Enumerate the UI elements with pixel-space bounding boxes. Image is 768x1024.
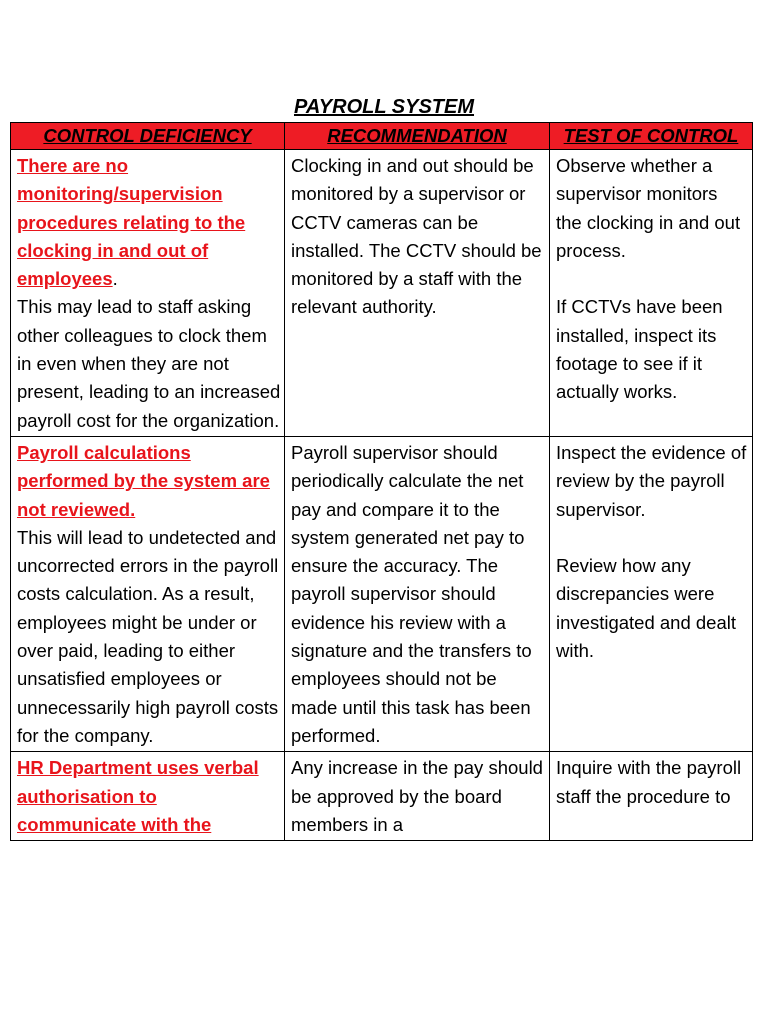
table-row	[11, 150, 753, 437]
page-title: PAYROLL SYSTEM	[293, 96, 475, 118]
recommendation-cell	[285, 752, 550, 841]
test-of-control-cell	[550, 150, 753, 437]
payroll-control-table	[10, 122, 753, 841]
paragraph-gap	[556, 524, 747, 552]
test-text-2: If CCTVs have been installed, inspect its footage to see if it actually works.	[556, 296, 723, 403]
deficiency-cell	[11, 436, 285, 751]
header-test-of-control: TEST OF CONTROL	[550, 123, 753, 150]
test-of-control-cell	[550, 436, 753, 751]
table-header-row	[11, 123, 753, 150]
deficiency-heading: HR Department uses verbal authorisation to communicate with the	[17, 757, 259, 835]
test-text-1: Inquire with the payroll staff the procedure to	[556, 757, 742, 807]
table-row	[11, 436, 753, 751]
deficiency-heading: There are no monitoring/supervision procedures relating to the clocking in and out of employees	[17, 155, 246, 290]
header-control-deficiency: CONTROL DEFICIENCY	[11, 123, 285, 150]
deficiency-heading: Payroll calculations performed by the system are not reviewed.	[17, 441, 270, 520]
recommendation-text: Payroll supervisor should periodically calculate the net pay and compare it to the system generated net pay to ensure the accuracy. The payroll supervisor should evidence his review with a signature and the transfers to employees should not be made until this task has been performed.	[291, 441, 532, 746]
deficiency-body: This may lead to staff asking other colleagues to clock them in even when they are not present, leading to an increased payroll cost for the organization.	[17, 296, 281, 431]
header-recommendation: RECOMMENDATION	[285, 123, 550, 150]
table-row	[11, 752, 753, 841]
test-of-control-cell	[550, 752, 753, 841]
paragraph-gap	[556, 265, 747, 293]
recommendation-text: Clocking in and out should be monitored by a supervisor or CCTV cameras can be installed. The CCTV should be monitored by a staff with the relevant authority.	[291, 155, 542, 318]
deficiency-cell	[11, 752, 285, 841]
test-text-1: Observe whether a supervisor monitors the clocking in and out process.	[556, 155, 741, 261]
deficiency-heading-suffix: .	[112, 268, 118, 290]
deficiency-cell	[11, 150, 285, 437]
deficiency-body: This will lead to undetected and uncorrected errors in the payroll costs calculation. As a result, employees might be under or over paid, leading to either unsatisfied employees or unnecessarily high payroll costs for the company.	[17, 526, 279, 746]
test-text-2: Review how any discrepancies were investigated and dealt with.	[556, 555, 736, 662]
recommendation-cell	[285, 436, 550, 751]
test-text-1: Inspect the evidence of review by the payroll supervisor.	[556, 441, 747, 520]
recommendation-cell	[285, 150, 550, 437]
recommendation-text: Any increase in the pay should be approved by the board members in a	[291, 757, 543, 835]
